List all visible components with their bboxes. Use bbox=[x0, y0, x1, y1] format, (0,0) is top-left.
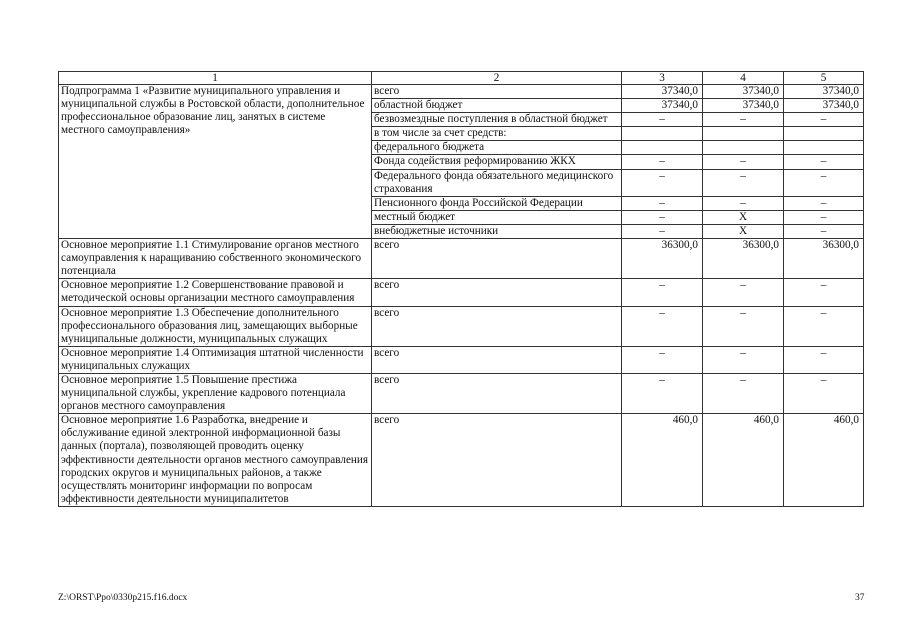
funding-source-cell: всего bbox=[372, 414, 622, 507]
value-cell: – bbox=[784, 373, 864, 413]
value-cell: – bbox=[703, 279, 784, 306]
value-cell bbox=[784, 127, 864, 141]
header-cell: 5 bbox=[784, 72, 864, 85]
value-cell: 460,0 bbox=[703, 414, 784, 507]
page-number: 37 bbox=[855, 593, 865, 603]
value-cell: 37340,0 bbox=[784, 85, 864, 99]
funding-source-cell: всего bbox=[372, 306, 622, 346]
funding-source-cell: Пенсионного фонда Российской Федерации bbox=[372, 196, 622, 210]
funding-source-cell: всего bbox=[372, 346, 622, 373]
value-cell: 36300,0 bbox=[622, 239, 703, 279]
activity-name: Основное мероприятие 1.5 Повышение престижа муниципальной службы, укрепление кадрового потенциала органов местного самоуправления bbox=[59, 373, 372, 413]
value-cell: Х bbox=[703, 210, 784, 224]
value-cell: – bbox=[784, 155, 864, 169]
value-cell: 37340,0 bbox=[622, 85, 703, 99]
value-cell: – bbox=[703, 346, 784, 373]
activity-row bbox=[59, 306, 864, 346]
value-cell: – bbox=[703, 169, 784, 196]
value-cell: 460,0 bbox=[622, 414, 703, 507]
header-row bbox=[59, 72, 864, 85]
funding-source-cell: Федерального фонда обязательного медицинского страхования bbox=[372, 169, 622, 196]
value-cell: 37340,0 bbox=[703, 85, 784, 99]
value-cell: – bbox=[622, 210, 703, 224]
activity-row bbox=[59, 279, 864, 306]
value-cell: – bbox=[784, 113, 864, 127]
value-cell: 37340,0 bbox=[622, 99, 703, 113]
funding-source-cell: всего bbox=[372, 239, 622, 279]
value-cell: 460,0 bbox=[784, 414, 864, 507]
value-cell: – bbox=[703, 306, 784, 346]
value-cell: – bbox=[784, 210, 864, 224]
funding-source-cell: безвозмездные поступления в областной бюджет bbox=[372, 113, 622, 127]
value-cell: 37340,0 bbox=[703, 99, 784, 113]
value-cell: – bbox=[784, 196, 864, 210]
subprogram-row bbox=[59, 85, 864, 99]
value-cell: – bbox=[622, 306, 703, 346]
budget-table bbox=[58, 71, 864, 507]
funding-source-cell: Фонда содействия реформированию ЖКХ bbox=[372, 155, 622, 169]
funding-source-cell: федерального бюджета bbox=[372, 141, 622, 155]
value-cell: – bbox=[784, 169, 864, 196]
funding-source-cell: всего bbox=[372, 85, 622, 99]
value-cell bbox=[622, 127, 703, 141]
activity-name: Основное мероприятие 1.6 Разработка, внедрение и обслуживание единой электронной информационной базы данных (портала), позволяющей проводить оценку эффективности деятельности органов местного самоуправления городских округов и муниципальных районов, а также осуществлять мониторинг информации по вопросам эффективности деятельности муниципалитетов bbox=[59, 414, 372, 507]
funding-source-cell: местный бюджет bbox=[372, 210, 622, 224]
funding-source-cell: в том числе за счет средств: bbox=[372, 127, 622, 141]
subprogram-name: Подпрограмма 1 «Развитие муниципального управления и муниципальной службы в Ростовской области, дополнительное профессиональное образование лиц, занятых в системе местного самоуправления» bbox=[59, 85, 372, 239]
activity-name: Основное мероприятие 1.4 Оптимизация штатной численности муниципальных служащих bbox=[59, 346, 372, 373]
value-cell bbox=[703, 141, 784, 155]
value-cell: – bbox=[784, 224, 864, 238]
value-cell: – bbox=[622, 224, 703, 238]
value-cell bbox=[784, 141, 864, 155]
value-cell: – bbox=[703, 196, 784, 210]
funding-source-cell: всего bbox=[372, 279, 622, 306]
activity-row bbox=[59, 346, 864, 373]
value-cell: – bbox=[784, 346, 864, 373]
value-cell: – bbox=[703, 113, 784, 127]
value-cell: – bbox=[622, 196, 703, 210]
funding-source-cell: всего bbox=[372, 373, 622, 413]
activity-row bbox=[59, 239, 864, 279]
value-cell: – bbox=[784, 306, 864, 346]
value-cell: Х bbox=[703, 224, 784, 238]
value-cell bbox=[622, 141, 703, 155]
header-cell: 1 bbox=[59, 72, 372, 85]
value-cell: – bbox=[622, 169, 703, 196]
value-cell: 36300,0 bbox=[784, 239, 864, 279]
value-cell: 37340,0 bbox=[784, 99, 864, 113]
value-cell bbox=[703, 127, 784, 141]
value-cell: – bbox=[703, 373, 784, 413]
funding-source-cell: внебюджетные источники bbox=[372, 224, 622, 238]
activity-name: Основное мероприятие 1.1 Стимулирование органов местного самоуправления к наращиванию собственного экономического потенциала bbox=[59, 239, 372, 279]
value-cell: – bbox=[622, 113, 703, 127]
activity-row bbox=[59, 414, 864, 507]
value-cell: – bbox=[622, 155, 703, 169]
value-cell: – bbox=[622, 373, 703, 413]
value-cell: 36300,0 bbox=[703, 239, 784, 279]
activity-name: Основное мероприятие 1.3 Обеспечение дополнительного профессионального образования лиц, замещающих выборные муниципальные должности, муниципальных служащих bbox=[59, 306, 372, 346]
value-cell: – bbox=[622, 346, 703, 373]
header-cell: 2 bbox=[372, 72, 622, 85]
value-cell: – bbox=[703, 155, 784, 169]
funding-source-cell: областной бюджет bbox=[372, 99, 622, 113]
value-cell: – bbox=[622, 279, 703, 306]
activity-name: Основное мероприятие 1.2 Совершенствование правовой и методической основы организации местного самоуправления bbox=[59, 279, 372, 306]
file-path: Z:\ORST\Ppo\0330p215.f16.docx bbox=[58, 593, 188, 603]
value-cell: – bbox=[784, 279, 864, 306]
header-cell: 4 bbox=[703, 72, 784, 85]
activity-row bbox=[59, 373, 864, 413]
header-cell: 3 bbox=[622, 72, 703, 85]
